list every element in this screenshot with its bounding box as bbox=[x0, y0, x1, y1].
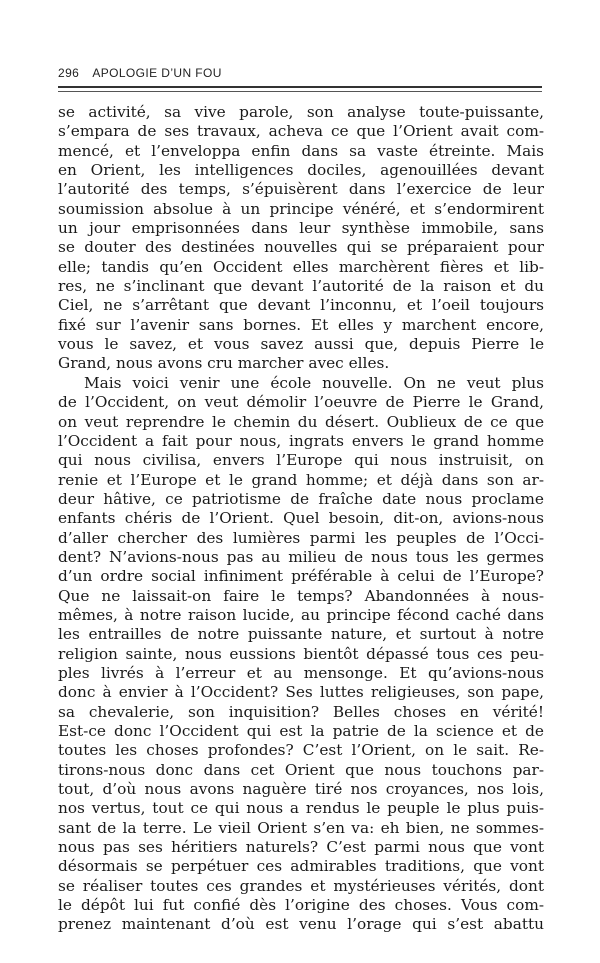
text-line: ples livrés à l’erreur et au mensonge. Et qu’avions-nous bbox=[58, 663, 544, 682]
text-line: le dépôt lui fut confié dès l’origine des choses. Vous com- bbox=[58, 896, 544, 915]
text-line: se activité, sa vive parole, son analyse toute-puissante, bbox=[58, 103, 544, 121]
text-line: res, ne s’inclinant que devant l’autorité de la raison et du bbox=[58, 277, 544, 296]
text-line: renie et l’Europe et le grand homme; et déjà dans son ar- bbox=[58, 470, 544, 489]
text-line: l’autorité des temps, s’épuisèrent dans l’exercice de leur bbox=[58, 180, 544, 199]
text-line: s’empara de ses travaux, acheva ce que l’Orient avait com- bbox=[58, 122, 544, 141]
text-line: soumission absolue à un principe vénéré, et s’endormirent bbox=[58, 199, 544, 218]
text-line: nos vertus, tout ce qui nous a rendus le peuple le plus puis- bbox=[58, 799, 544, 818]
text-line: d’un ordre social infiniment préférable à celui de l’Europe? bbox=[58, 567, 544, 586]
text-line: désormais se perpétuer ces admirables traditions, que vont bbox=[58, 857, 544, 876]
text-line: tout, d’où nous avons naguère tiré nos croyances, nos lois, bbox=[58, 780, 544, 799]
text-line: toutes les choses profondes? C’est l’Orient, on le sait. Re- bbox=[58, 741, 544, 760]
header-rule-thin bbox=[58, 91, 542, 92]
text-line: Est-ce donc l’Occident qui est la patrie de la science et de bbox=[58, 722, 544, 740]
running-title: APOLOGIE D’UN FOU bbox=[92, 66, 222, 80]
text-line: mencé, et l’enveloppa enfin dans sa vaste étreinte. Mais bbox=[58, 141, 544, 160]
text-line: un jour emprisonnées dans leur synthèse immobile, sans bbox=[58, 219, 544, 238]
text-line: nous pas ses héritiers naturels? C’est parmi nous que vont bbox=[58, 838, 544, 857]
text-line: prenez maintenant d’où est venu l’orage qui s’est abattu bbox=[58, 915, 544, 934]
text-line: on veut reprendre le chemin du désert. Oublieux de ce que bbox=[58, 412, 544, 431]
text-line: de l’Occident, on veut démolir l’oeuvre de Pierre le Grand, bbox=[58, 393, 544, 412]
running-header bbox=[58, 66, 222, 80]
text-line: les entrailles de notre puissante nature, et surtout à notre bbox=[58, 625, 544, 644]
text-line: religion sainte, nous eussions bientôt dépassé tous ces peu- bbox=[58, 644, 544, 663]
text-line: en Orient, les intelligences dociles, agenouillées devant bbox=[58, 161, 544, 180]
text-line: donc à envier à l’Occident? Ses luttes religieuses, son pape, bbox=[58, 683, 544, 702]
page-number: 296 bbox=[58, 66, 80, 80]
paragraph-end-line: Grand, nous avons cru marcher avec elles. bbox=[58, 354, 390, 373]
text-line: sa chevalerie, son inquisition? Belles choses en vérité! bbox=[58, 702, 544, 721]
text-line: dent? N’avions-nous pas au milieu de nous tous les germes bbox=[58, 547, 544, 566]
text-line: Ciel, ne s’arrêtant que devant l’inconnu, et l’oeil toujours bbox=[58, 296, 544, 315]
text-line: se réaliser toutes ces grandes et mystérieuses vérités, dont bbox=[58, 876, 544, 895]
paragraph-start-line: Mais voici venir une école nouvelle. On ne veut plus bbox=[84, 373, 544, 392]
text-line: fixé sur l’avenir sans bornes. Et elles y marchent encore, bbox=[58, 315, 544, 334]
text-line: sant de la terre. Le vieil Orient s’en va: eh bien, ne sommes- bbox=[58, 818, 544, 837]
text-line: enfants chéris de l’Orient. Quel besoin, dit-on, avions-nous bbox=[58, 509, 544, 528]
text-line: se douter des destinées nouvelles qui se préparaient pour bbox=[58, 238, 544, 257]
header-rule bbox=[58, 86, 542, 88]
text-line: deur hâtive, ce patriotisme de fraîche date nous proclame bbox=[58, 489, 544, 508]
text-line: elle; tandis qu’en Occident elles marchèrent fières et lib- bbox=[58, 257, 544, 276]
body-text bbox=[58, 103, 544, 935]
text-line: qui nous civilisa, envers l’Europe qui nous instruisit, on bbox=[58, 451, 544, 470]
text-line: tirons-nous donc dans cet Orient que nous touchons par- bbox=[58, 760, 544, 779]
text-line: l’Occident a fait pour nous, ingrats envers le grand homme bbox=[58, 431, 544, 450]
text-line: d’aller chercher des lumières parmi les peuples de l’Occi- bbox=[58, 528, 544, 547]
text-line: Que ne laissait-on faire le temps? Abandonnées à nous- bbox=[58, 586, 544, 605]
text-line: mêmes, à notre raison lucide, au principe fécond caché dans bbox=[58, 605, 544, 624]
text-line: vous le savez, et vous savez aussi que, depuis Pierre le bbox=[58, 335, 544, 354]
